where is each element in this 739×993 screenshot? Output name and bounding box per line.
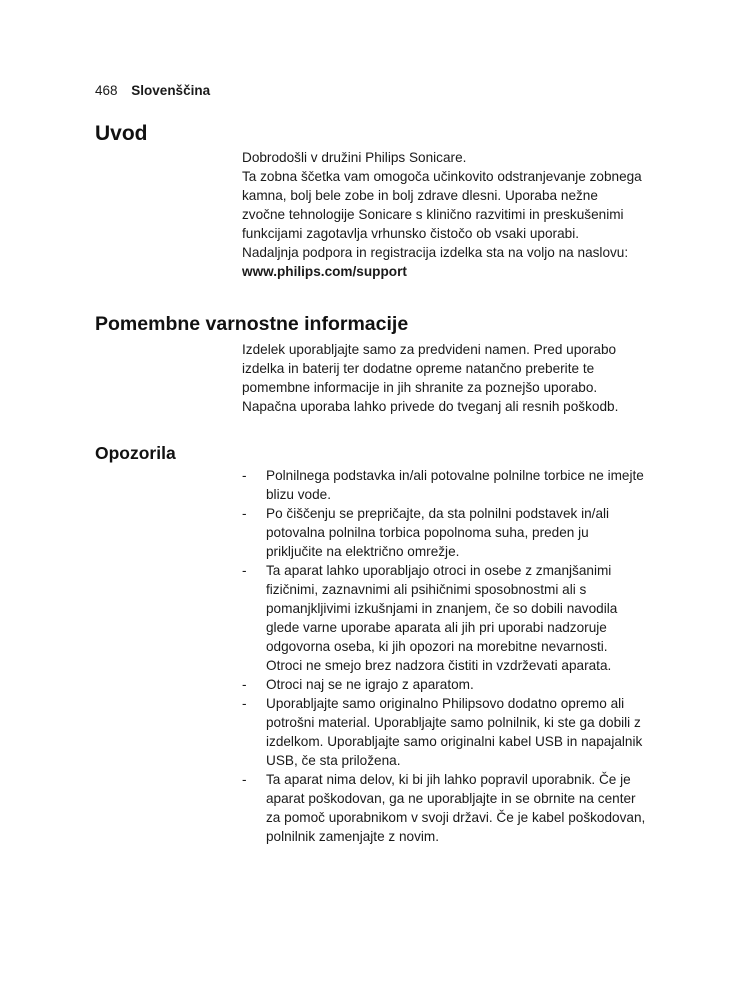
support-text: Nadaljnja podpora in registracija izdelka sta na voljo na naslovu: [242,245,629,260]
intro-paragraph: Dobrodošli v družini Philips Sonicare. [242,150,467,165]
warning-item [242,694,647,770]
bullet-dash: - [242,563,247,578]
warning-item [242,561,647,675]
warning-text: Po čiščenju se prepričajte, da sta polnilni podstavek in/ali potovalna polnilna torbica popolnoma suha, preden ju priključite na električno omrežje. [266,506,610,559]
page-header [95,82,210,100]
intro-heading: Uvod [95,122,148,145]
warnings-heading: Opozorila [95,443,176,463]
warning-text: Uporabljajte samo originalno Philipsovo dodatno opremo ali potrošni material. Uporabljajte samo polnilnik, ki ste ga dobili z izdelkom. Uporabljajte samo originalni kabel USB in napajalnik USB, če sta priložena. [266,696,643,768]
warning-item [242,504,647,561]
support-paragraph [242,243,642,281]
support-url: www.philips.com/support [242,264,407,279]
page-number: 468 [95,83,118,98]
running-title: Slovenščina [131,83,211,98]
bullet-dash: - [242,506,247,521]
warning-text: Otroci naj se ne igrajo z aparatom. [266,677,474,692]
intro-text [242,148,642,281]
bullet-dash: - [242,696,247,711]
intro-paragraph: Ta zobna ščetka vam omogoča učinkovito odstranjevanje zobnega kamna, bolj bele zobe in bolj zdrave dlesni. Uporaba nežne zvočne tehnologije Sonicare s klinično razvitimi in preskušenimi funkcijami zagotavlja vrhunsko čistočo ob vsaki uporabi. [242,169,642,241]
warning-text: Polnilnega podstavka in/ali potovalne polnilne torbice ne imejte blizu vode. [266,468,644,502]
warning-text: Ta aparat nima delov, ki bi jih lahko popravil uporabnik. Če je aparat poškodovan, ga ne uporabljajte in se obrnite na center za pomoč uporabnikom v svoji državi. Če je kabel poškodovan, polnilnik zamenjajte z novim. [266,772,646,844]
warning-item [242,675,647,694]
warning-text: Ta aparat lahko uporabljajo otroci in osebe z zmanjšanimi fizičnimi, zaznavnimi ali psihičnimi sposobnostmi ali s pomanjkljivimi izkušnjami in znanjem, če so dobili navodila glede varne uporabe aparata ali jih pri uporabi nadzoruje odgovorna oseba, ki jih opozori na morebitne nevarnosti. Otroci ne smejo brez nadzora čistiti in vzdrževati aparata. [266,563,618,673]
bullet-dash: - [242,772,247,787]
warning-item [242,770,647,846]
safety-heading: Pomembne varnostne informacije [95,313,409,335]
bullet-dash: - [242,468,247,483]
safety-paragraph: Izdelek uporabljajte samo za predvideni namen. Pred uporabo izdelka in baterij ter dodatne opreme natančno preberite te pomembne informacije in jih shranite za poznejšo uporabo. Napačna uporaba lahko privede do tveganj ali resnih poškodb. [242,342,619,414]
safety-text [242,340,642,416]
warnings-list [242,466,647,846]
bullet-dash: - [242,677,247,692]
warning-item [242,466,647,504]
